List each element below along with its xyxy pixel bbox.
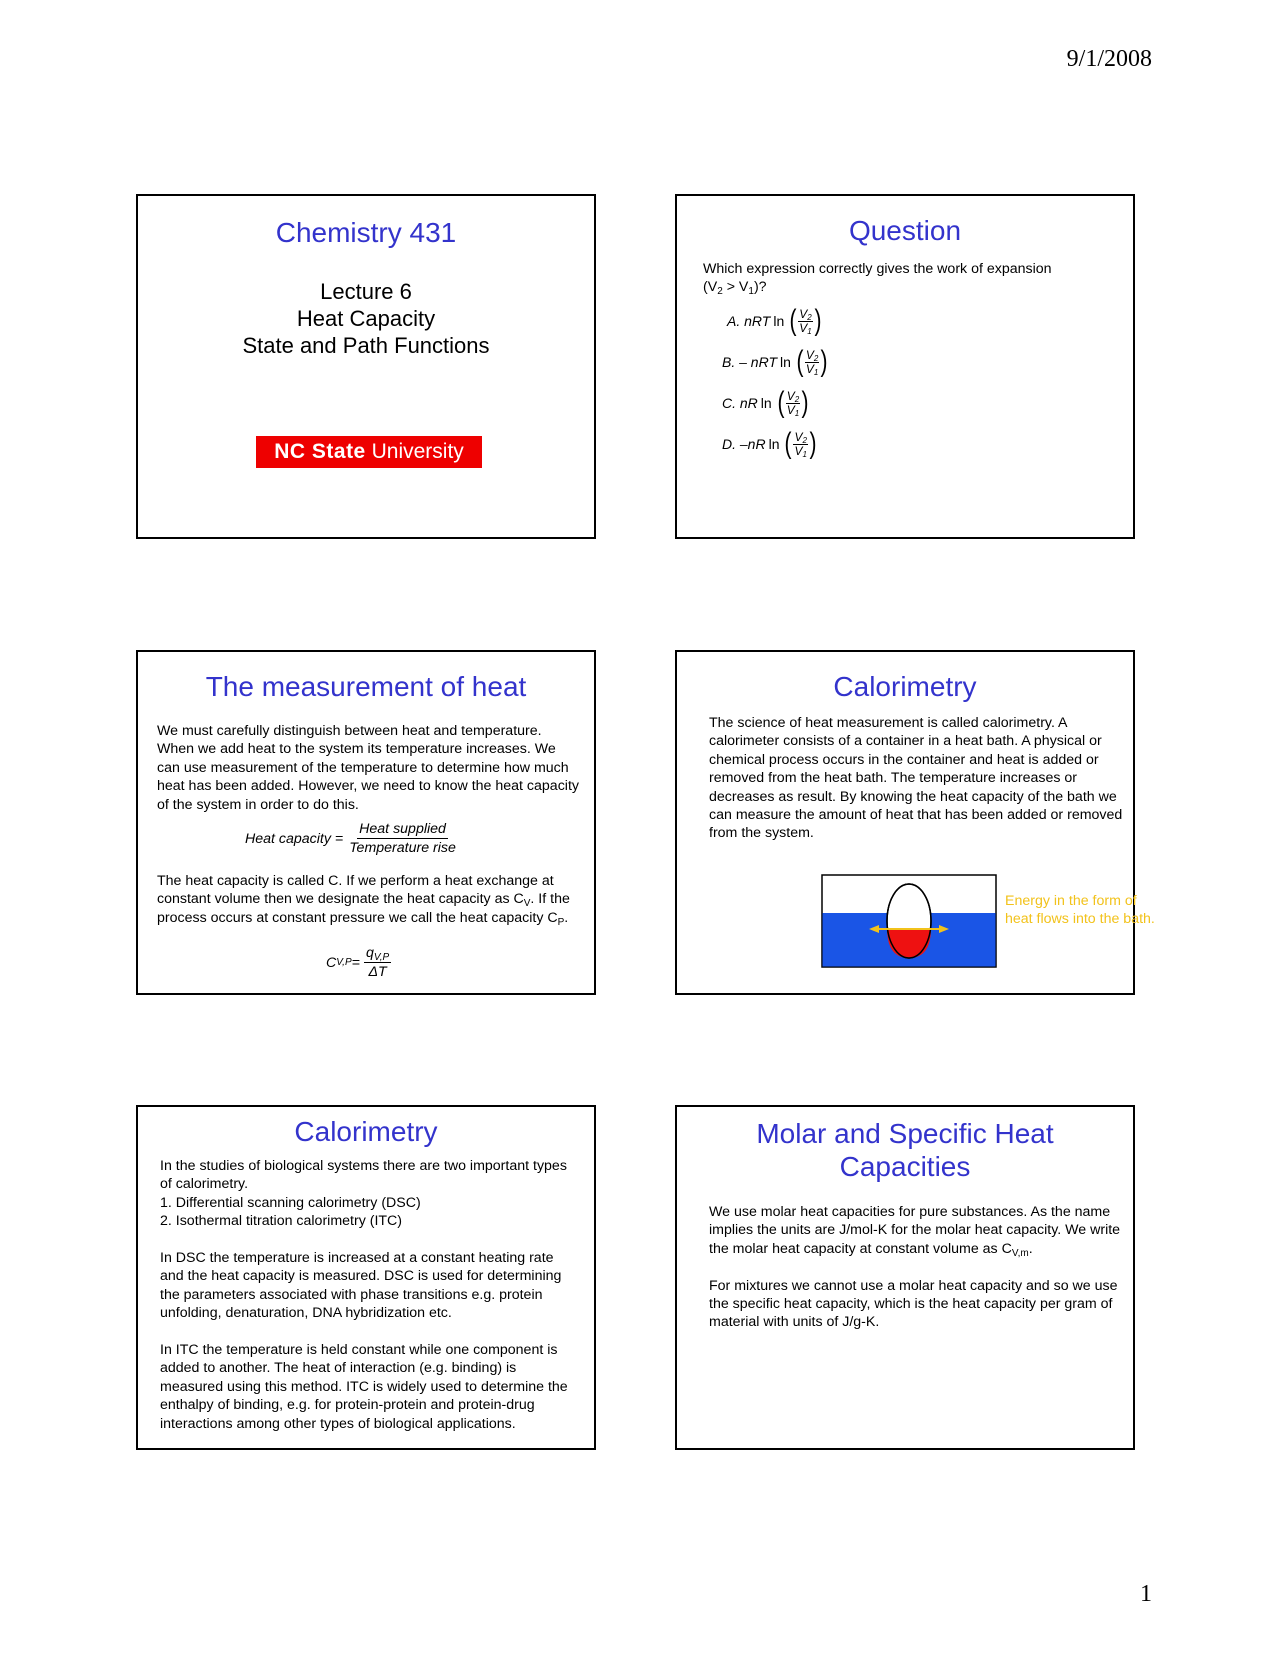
molar-title-line1: Molar and Specific Heat: [756, 1118, 1054, 1149]
question-condition: $(V_2 > V_1)$?: [703, 279, 767, 298]
option-c[interactable]: C. nR ln ( $V_2$ $V_1$ ): [722, 386, 809, 419]
ncsu-logo-bold: NC State: [274, 440, 366, 463]
cvp-equation: C V,P = $\frac{q_{V,P}}{\Delta T}$: [326, 945, 390, 980]
lecture-topic: Heat Capacity: [296, 306, 436, 331]
option-b[interactable]: B. – nRT ln ( $V_2$ $V_1$ ): [722, 345, 828, 378]
ncsu-logo: [256, 436, 482, 468]
page-number: 1: [1140, 1581, 1152, 1607]
ncsu-logo-rest: University: [371, 440, 464, 463]
slide-title-heading: Chemistry 431: [275, 217, 457, 248]
molar-body: [709, 1203, 1124, 1332]
slide-molar-specific-heat: [675, 1105, 1135, 1450]
measurement-para1: We must carefully distinguish between heat and temperature. When we add heat to the system its temperature increases. We can use measurement of the temperature to determine how much heat has been added. However, we need to know the heat capacity of the system in order to do this.: [157, 723, 579, 813]
slide-question: [675, 194, 1135, 539]
slide-measurement-of-heat: [136, 650, 596, 995]
molar-para1: We use molar heat capacities for pure substances. As the name implies the units are J/mol-K for the molar heat capacity. We write the molar heat capacity at constant volume as $C_{V,m}$.: [709, 1204, 1121, 1259]
question-prompt: [703, 260, 1123, 297]
page-date: 9/1/2008: [1066, 46, 1152, 72]
calorimetry-type-itc: 2. Isothermal titration calorimetry (ITC): [160, 1213, 403, 1230]
molar-para2: For mixtures we cannot use a molar heat capacity and so we use the specific heat capacity, which is the heat capacity per gram of material with units of J/g-K.: [709, 1277, 1118, 1331]
slide-title: [136, 194, 596, 539]
calorimeter-diagram: [821, 874, 997, 968]
calorimetry2-body: [160, 1157, 580, 1433]
heat-capacity-equation: Heat capacity = $\frac{\text{Heat supplied}}{\text{Temperature rise}}$: [245, 821, 456, 856]
question-text: Which expression correctly gives the work of expansion: [703, 261, 1052, 277]
lecture-number: Lecture 6: [320, 279, 412, 304]
calorimetry2-title: Calorimetry: [294, 1116, 438, 1147]
option-d[interactable]: D. –nR ln ( $V_2$ $V_1$ ): [722, 427, 817, 460]
measurement-para2: The heat capacity is called C. If we perform a heat exchange at constant volume then we designate the heat capacity as $C_V$. If the process occurs at constant pressure we call the heat capacity $C_P$.: [157, 873, 570, 928]
lecture-subtopic: State and Path Functions: [242, 333, 490, 358]
molar-title-line2: Capacities: [839, 1151, 971, 1182]
calorimetry-title: Calorimetry: [833, 671, 977, 702]
option-a[interactable]: A. nRT ln ( $V_2$ $V_1$ ): [727, 304, 822, 337]
calorimetry-types-intro: In the studies of biological systems there are two important types of calorimetry.: [160, 1158, 567, 1193]
dsc-description: In DSC the temperature is increased at a constant heating rate and the heat capacity is measured. DSC is used for determining the parameters associated with phase transitions e.g. protein unfolding, denaturation, DNA hybridization etc.: [160, 1250, 562, 1322]
calorimetry-text: The science of heat measurement is called calorimetry. A calorimeter consists of a container in a heat bath. A physical or chemical process occurs in the container and heat is added or removed from the heat bath. The temperature increases or decreases as result. By knowing the heat capacity of the bath we can measure the amount of heat that has been added or removed from the system.: [709, 715, 1123, 842]
calorimetry-type-dsc: 1. Differential scanning calorimetry (DSC): [160, 1194, 421, 1211]
slide-calorimetry-1: [675, 650, 1155, 995]
question-title: Question: [848, 215, 962, 246]
slide-calorimetry-2: [136, 1105, 596, 1450]
itc-description: In ITC the temperature is held constant while one component is added to another. The heat of interaction (e.g. binding) is measured using this method. ITC is widely used to determine the enthalpy of binding, e.g. for protein-protein and protein-drug interactions among other types of biological applications.: [160, 1342, 568, 1432]
energy-note: Energy in the form of heat flows into the bath.: [1005, 893, 1155, 928]
measurement-title: The measurement of heat: [205, 671, 527, 702]
